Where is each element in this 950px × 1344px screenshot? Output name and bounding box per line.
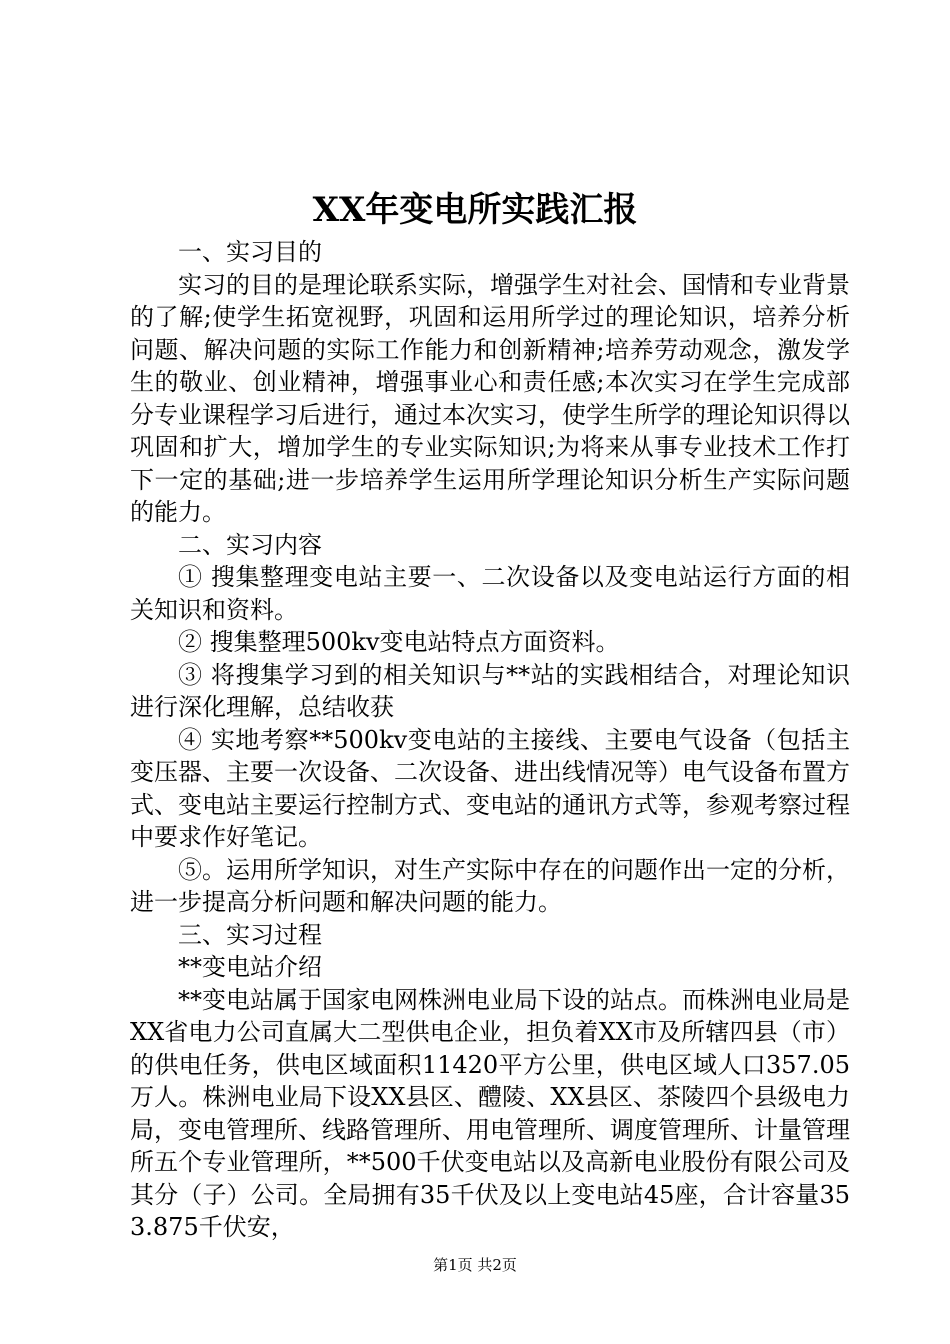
document-body <box>130 236 850 1244</box>
section-heading-process: 三、实习过程 <box>178 920 322 949</box>
paragraph-purpose: 实习的目的是理论联系实际，增强学生对社会、国情和专业背景的了解;使学生拓宽视野，巩固和运用所学过的理论知识，培养分析问题、解决问题的实际工作能力和创新精神;培养劳动观念，激发学生的敬业、创业精神，增强事业心和责任感;本次实习在学生完成部分专业课程学习后进行，通过本次实习，使学生所学的理论知识得以巩固和扩大，增加学生的专业实际知识;为将来从事专业技术工作打下一定的基础;进一步培养学生运用所学理论知识分析生产实际问题的能力。 <box>130 270 850 526</box>
content-item-5: ⑤。运用所学知识，对生产实际中存在的问题作出一定的分析，进一步提高分析问题和解决问题的能力。 <box>130 855 850 916</box>
section-heading-content: 二、实习内容 <box>178 530 322 559</box>
document-title: XX年变电所实践汇报 <box>312 190 638 230</box>
paragraph-station-intro: **变电站属于国家电网株洲电业局下设的站点。而株洲电业局是XX省电力公司直属大二型供电企业，担负着XX市及所辖四县（市）的供电任务，供电区域面积11420平方公里，供电区域人口357.05万人。株洲电业局下设XX县区、醴陵、XX县区、茶陵四个县级电力局，变电管理所、线路管理所、用电管理所、调度管理所、计量管理所五个专业管理所，**500千伏变电站以及高新电业股份有限公司及其分（子）公司。全局拥有35千伏及以上变电站45座，合计容量353.875千伏安， <box>130 985 850 1241</box>
page-footer: 第1页 共2页 <box>433 1256 517 1274</box>
subheading-station-intro: **变电站介绍 <box>178 953 322 981</box>
content-item-3: ③ 将搜集学习到的相关知识与**站的实践相结合，对理论知识进行深化理解，总结收获 <box>130 660 850 721</box>
content-item-2: ② 搜集整理500kv变电站特点方面资料。 <box>178 628 620 656</box>
section-heading-purpose: 一、实习目的 <box>178 238 322 266</box>
content-item-4: ④ 实地考察**500kv变电站的主接线、主要电气设备（包括主变压器、主要一次设备、二次设备、进出线情况等）电气设备布置方式、变电站主要运行控制方式、变电站的通讯方式等，参观考察过程中要求作好笔记。 <box>130 725 850 851</box>
content-item-1: ① 搜集整理变电站主要一、二次设备以及变电站运行方面的相关知识和资料。 <box>130 563 850 624</box>
